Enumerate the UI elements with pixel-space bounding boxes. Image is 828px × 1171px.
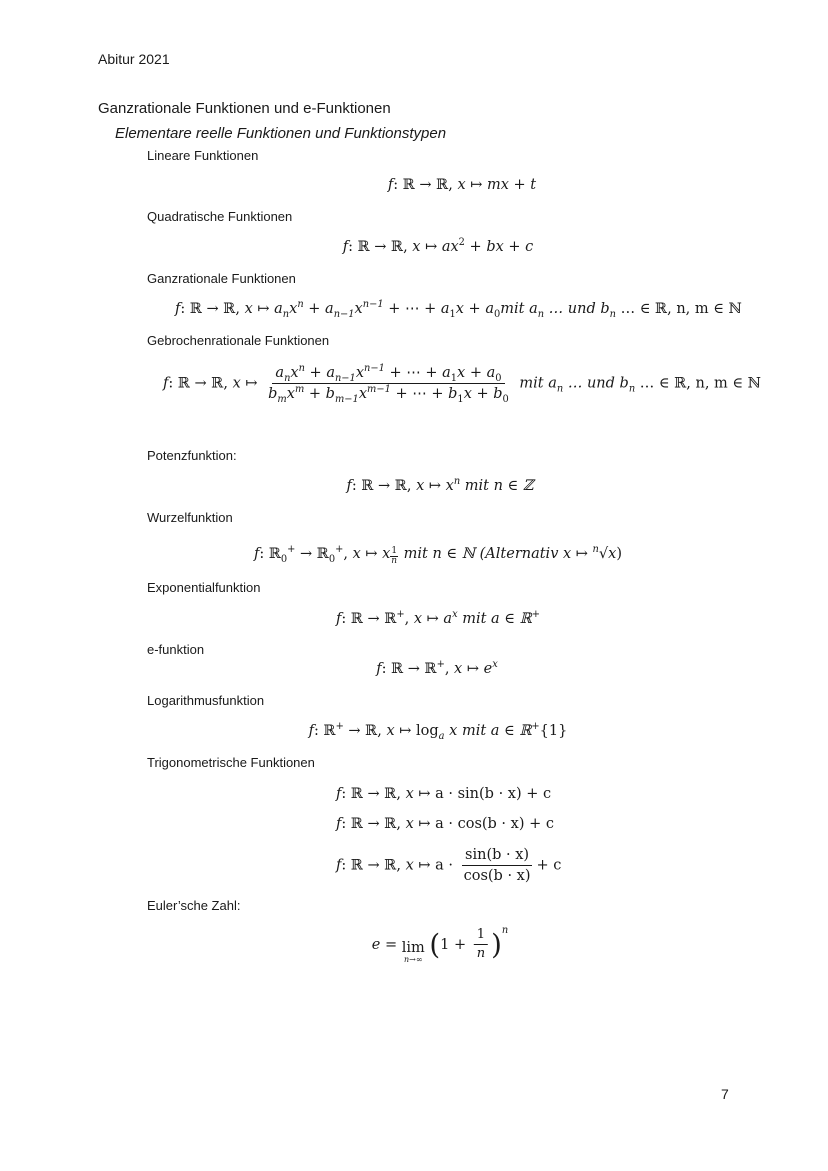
page-number: 7 [721,1086,729,1102]
formula-power: f: ℝ → ℝ, x ↦ $x^n$ mit n ∈ ℤ [346,476,534,494]
formula-polynomial: f: ℝ → ℝ, x ↦ $a_nx^n + a_{n-1}x^{n-1}$ + ⋯ + $a_1x + a_0mit$ $a_n$ … und $b_n$ … ∈ ℝ, n, m ∈ ℕ [175,299,742,320]
formula-linear: f: ℝ → ℝ, x ↦ mx + t [387,177,537,193]
label-trig: Trigonometrische Funktionen [147,755,315,770]
label-polynomial: Ganzrationale Funktionen [147,271,296,286]
section-subtitle: Elementare reelle Funktionen und Funktionstypen [115,125,447,142]
formula-euler: e = lim n→∞ (1 + $\frac{1}{n}$ )$^n$ [371,924,509,964]
label-root: Wurzelfunktion [147,510,233,525]
tan-fraction: $\frac{\sin(b \cdot x)}{\cos(b \cdot x)}$ [463,847,531,885]
label-quadratic: Quadratische Funktionen [147,209,293,224]
label-exponential: Exponentialfunktion [147,580,261,595]
formula-quadratic: f: ℝ → ℝ, x ↦ $ax^2$ + bx + c [342,237,534,255]
label-logarithm: Logarithmusfunktion [147,693,265,708]
formula-sin: f: ℝ → ℝ, x ↦ a · sin(b · x) + c [336,786,552,802]
section-title: Ganzrationale Funktionen und e-Funktionen [98,100,391,117]
rational-fraction: $\frac{a_nx^n + a_{n-1}x^{n-1} + \cdots + a_1x + a_0}{b_mx^m + b_{m-1}x^{m-1} + \cdots + b_1x + b_0}$ [268,363,509,406]
label-euler: Euler’sche Zahl: [147,898,241,913]
label-e-function: e-funktion [147,642,205,657]
formula-root: f: ℝ$_0$+ → ℝ$_0$+, x ↦ x $\frac{1}{n}$ mit n ∈ ℕ (Alternativ x ↦ $^n$√x) [253,544,623,567]
label-rational: Gebrochenrationale Funktionen [147,333,330,348]
formula-logarithm: f: ℝ+ → ℝ, x ↦ $\log_a x$ mit a ∈ ℝ+{1} [308,721,568,742]
formula-rational: f: ℝ → ℝ, x ↦ $\frac{a_nx^n + a_{n-1}x^{n-1} + \cdots + a_1x + a_0}{b_mx^m + b_{m-1}x^{m-1} + \cdots + b_1x + b_0}$ mit $a_n$ … und $b_n$ … ∈ ℝ, n, m ∈ ℕ [163,363,761,406]
formula-tan: f: ℝ → ℝ, x ↦ a · $\frac{\sin(b \cdot x)}{\cos(b \cdot x)}$ + c [336,845,561,886]
formula-exponential: f: ℝ → ℝ+, x ↦ $a^x$ mit a ∈ ℝ+ [336,609,540,627]
formula-e-function: f: ℝ → ℝ+, x ↦ $e^x$ [376,659,498,677]
label-power: Potenzfunktion: [147,448,237,463]
label-linear: Lineare Funktionen [147,148,259,163]
document-header: Abitur 2021 [98,51,170,67]
formula-cos: f: ℝ → ℝ, x ↦ a · cos(b · x) + c [336,816,554,832]
